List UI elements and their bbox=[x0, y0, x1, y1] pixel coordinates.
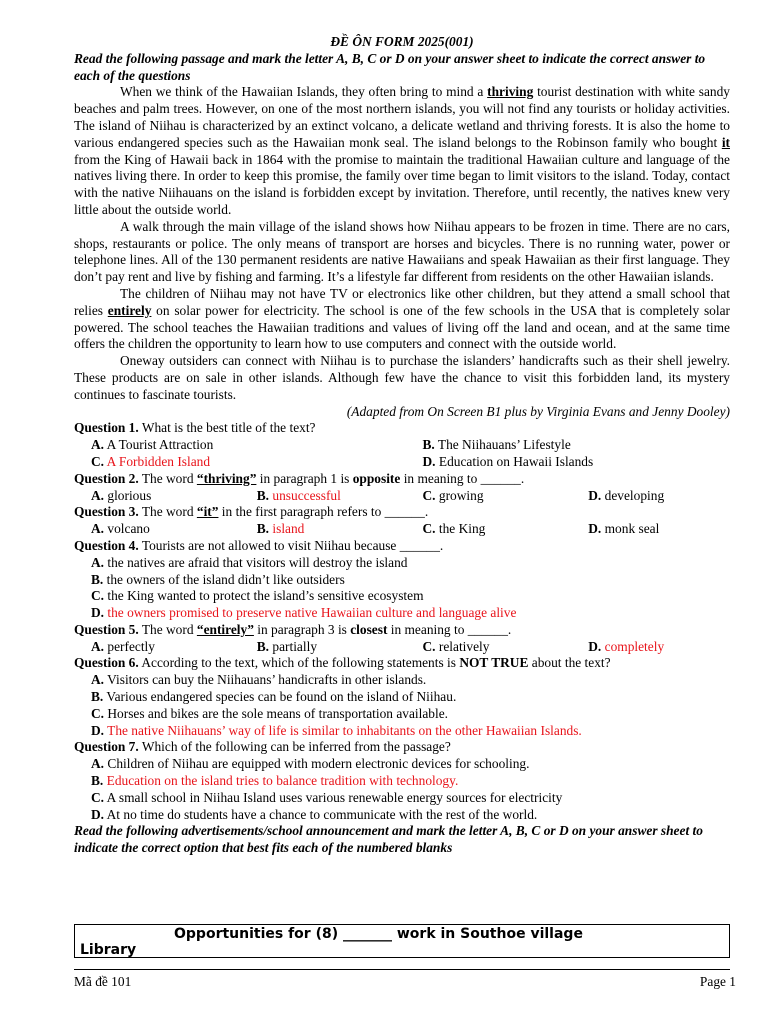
option-text: growing bbox=[438, 487, 484, 503]
option-letter: B. bbox=[256, 487, 270, 503]
option-text: the natives are afraid that visitors will destroy the island bbox=[107, 554, 408, 570]
exam-code: Mã đề 101 bbox=[74, 974, 132, 989]
footer-divider bbox=[74, 969, 730, 970]
option-c[interactable] bbox=[74, 588, 730, 605]
question-text: Tourists are not allowed to visit Niihau because ______. bbox=[138, 537, 444, 553]
option-a[interactable] bbox=[91, 437, 411, 454]
question-text: The word bbox=[138, 470, 197, 486]
option-a[interactable] bbox=[74, 555, 730, 572]
option-b[interactable] bbox=[74, 689, 730, 706]
advertisement-heading-continued: Library bbox=[80, 942, 137, 958]
option-d[interactable] bbox=[74, 807, 730, 824]
option-d[interactable] bbox=[570, 521, 730, 538]
option-d[interactable] bbox=[411, 454, 731, 471]
option-c[interactable] bbox=[411, 521, 571, 538]
option-text: volcano bbox=[107, 521, 150, 537]
question-text: in meaning to ______. bbox=[400, 470, 525, 486]
option-text: Education on Hawaii Islands bbox=[438, 453, 594, 469]
reading-instruction: Read the following passage and mark the letter A, B, C or D on your answer sheet to indicate the correct answer to each of the questions bbox=[74, 50, 706, 83]
passage-paragraph-1 bbox=[74, 84, 730, 218]
keyword-entirely: entirely bbox=[107, 302, 152, 318]
option-text: developing bbox=[604, 487, 665, 503]
option-b[interactable] bbox=[251, 639, 411, 656]
question-label: Question 6. bbox=[74, 655, 139, 671]
question-text: in meaning to ______. bbox=[387, 621, 512, 637]
question-5-options bbox=[74, 639, 730, 656]
option-letter: A. bbox=[91, 672, 105, 688]
page-title: ĐỀ ÔN FORM 2025(001) bbox=[330, 34, 474, 49]
advertisement-box bbox=[74, 924, 730, 958]
option-letter: B. bbox=[91, 773, 104, 789]
option-letter: A. bbox=[91, 521, 105, 537]
option-a[interactable] bbox=[91, 521, 251, 538]
question-keyword bbox=[197, 504, 219, 519]
option-text: A Tourist Attraction bbox=[106, 437, 214, 453]
question-text: in paragraph 1 is bbox=[256, 470, 353, 486]
page-number: Page 1 bbox=[699, 974, 736, 989]
option-a[interactable] bbox=[74, 672, 730, 689]
p1-text-a: When we think of the Hawaiian Islands, they often bring to mind a bbox=[120, 84, 488, 100]
question-keyword bbox=[197, 622, 254, 637]
passage-paragraph-2: A walk through the main village of the island shows how Niihau appears to be frozen in time. There are no cars, shops, restaurants or police. The only means of transport are horses and bicycles. There is no running water, power or telephone lines. All of the 130 permanent residents are native Hawaiians and speak Hawaiian as their first language. They don’t pay rent and live by fishing and farming. It’s a lifestyle far different from residents on the other Hawaiian islands. bbox=[74, 218, 730, 285]
question-text: in paragraph 3 is bbox=[253, 621, 351, 637]
question-4 bbox=[74, 538, 730, 555]
option-letter: C. bbox=[422, 521, 436, 537]
p1-text-c: from the King of Hawaii back in 1864 with the promise to maintain the traditional Hawaiian culture and language of the natives living there. In order to keep this promise, the family over time began to limit visitors to the island. Today, contact with the native Niihauans on the island is forbidden except by invitation. Therefore, until recently, the natives knew very little about the outside world. bbox=[74, 151, 730, 217]
option-text: glorious bbox=[107, 487, 152, 503]
exam-content bbox=[74, 34, 730, 857]
question-1 bbox=[74, 420, 730, 437]
option-letter: B. bbox=[422, 437, 435, 453]
option-text: Horses and bikes are the sole means of transportation available. bbox=[107, 705, 448, 721]
question-3 bbox=[74, 504, 730, 521]
passage-paragraph-3 bbox=[74, 286, 730, 353]
keyword: “thriving” bbox=[196, 470, 257, 486]
option-b[interactable] bbox=[74, 572, 730, 589]
keyword-it: it bbox=[721, 134, 730, 150]
question-label: Question 5. bbox=[74, 621, 139, 637]
option-d[interactable] bbox=[74, 605, 730, 622]
question-emphasis: NOT TRUE bbox=[459, 655, 529, 671]
question-6 bbox=[74, 655, 730, 672]
option-d[interactable] bbox=[74, 723, 730, 740]
option-d[interactable] bbox=[570, 488, 730, 505]
option-text-answer: island bbox=[272, 521, 305, 537]
option-letter: A. bbox=[91, 638, 105, 654]
option-letter: B. bbox=[256, 638, 270, 654]
option-letter: B. bbox=[256, 521, 270, 537]
option-text: monk seal bbox=[604, 521, 660, 537]
option-letter: D. bbox=[588, 521, 602, 537]
option-letter: D. bbox=[588, 487, 602, 503]
option-b[interactable] bbox=[251, 488, 411, 505]
advertisement-instruction: Read the following advertisements/school announcement and mark the letter A, B, C or D on your answer sheet to indicate the correct option that best fits each of the numbered blanks bbox=[74, 823, 703, 856]
question-2 bbox=[74, 471, 730, 488]
question-label: Question 3. bbox=[74, 504, 139, 520]
option-letter: B. bbox=[91, 689, 104, 705]
option-c[interactable] bbox=[411, 488, 571, 505]
keyword-thriving: thriving bbox=[487, 84, 534, 100]
p3-text-a: The children of Niihau may not have TV or electronics like other children, but they attend a small school that relies bbox=[74, 285, 730, 318]
option-c[interactable] bbox=[74, 790, 730, 807]
question-text: about the text? bbox=[528, 655, 611, 671]
option-b[interactable] bbox=[74, 773, 730, 790]
option-text: partially bbox=[272, 638, 318, 654]
option-text: relatively bbox=[438, 638, 490, 654]
option-text: the King wanted to protect the island’s sensitive ecosystem bbox=[107, 588, 424, 604]
question-label: Question 7. bbox=[74, 739, 139, 755]
keyword: “it” bbox=[196, 504, 219, 520]
option-letter: A. bbox=[91, 554, 105, 570]
question-text: The word bbox=[138, 504, 197, 520]
question-emphasis: closest bbox=[350, 621, 388, 637]
option-c[interactable] bbox=[74, 706, 730, 723]
option-letter: A. bbox=[91, 487, 105, 503]
passage-paragraph-4: Oneway outsiders can connect with Niihau is to purchase the islanders’ handicrafts such as their shell jewelry. These products are on sale in other islands. Although few have the chance to visit this forbidden land, its mystery continues to fascinate tourists. bbox=[74, 353, 730, 402]
question-keyword bbox=[197, 471, 257, 486]
option-text-answer: completely bbox=[604, 638, 665, 654]
question-label: Question 2. bbox=[74, 470, 139, 486]
advertisement-heading: Opportunities for (8) _______ work in Southoe village bbox=[174, 926, 583, 942]
option-letter: B. bbox=[91, 571, 104, 587]
question-3-options bbox=[74, 521, 730, 538]
question-text: The word bbox=[138, 621, 197, 637]
option-text-answer: the owners promised to preserve native Hawaiian culture and language alive bbox=[107, 605, 517, 621]
option-letter: C. bbox=[91, 705, 105, 721]
option-text: Children of Niihau are equipped with modern electronic devices for schooling. bbox=[107, 756, 530, 772]
option-text: Various endangered species can be found on the island of Niihau. bbox=[106, 689, 457, 705]
option-a[interactable] bbox=[74, 756, 730, 773]
option-c[interactable] bbox=[91, 454, 411, 471]
option-text: At no time do students have a chance to communicate with the rest of the world. bbox=[106, 806, 538, 822]
option-letter: C. bbox=[422, 638, 436, 654]
option-letter: A. bbox=[91, 437, 105, 453]
question-text: According to the text, which of the following statements is bbox=[138, 655, 460, 671]
p1-text-b: tourist destination with white sandy beaches and palm trees. However, on one of the most northern islands, you will not find any tourists or holiday activities. The island of Niihau is characterized by an extinct volcano, a delicate wetland and thriving forests. It is also the home to various endangered species such as the Hawaiian monk seal. The island belongs to the Robinson family who bought bbox=[74, 84, 730, 150]
p3-text-b: on solar power for electricity. The school is one of the few schools in the USA that is completely solar powered. The school teaches the Hawaiian traditions and values of living off the land and ocean, and at the same time offers the children the opportunity to learn how to use computers and connect with the outside world. bbox=[74, 302, 730, 352]
question-emphasis: opposite bbox=[352, 470, 401, 486]
option-text: A small school in Niihau Island uses various renewable energy sources for electricity bbox=[106, 789, 563, 805]
option-letter: A. bbox=[91, 756, 105, 772]
option-letter: C. bbox=[91, 453, 105, 469]
option-b[interactable] bbox=[251, 521, 411, 538]
option-text: the owners of the island didn’t like outsiders bbox=[106, 571, 345, 587]
question-5 bbox=[74, 622, 730, 639]
question-7 bbox=[74, 739, 730, 756]
option-letter: D. bbox=[91, 605, 105, 621]
question-text: What is the best title of the text? bbox=[138, 420, 316, 436]
option-letter: D. bbox=[422, 453, 436, 469]
option-letter: C. bbox=[91, 789, 105, 805]
option-c[interactable] bbox=[411, 639, 571, 656]
question-label: Question 1. bbox=[74, 420, 139, 436]
option-letter: D. bbox=[91, 806, 105, 822]
option-letter: C. bbox=[422, 487, 436, 503]
question-1-options-row-1 bbox=[74, 437, 730, 454]
passage-source: (Adapted from On Screen B1 plus by Virginia Evans and Jenny Dooley) bbox=[346, 403, 730, 419]
question-1-options-row-2 bbox=[74, 454, 730, 471]
option-letter: D. bbox=[91, 722, 105, 738]
option-letter: D. bbox=[588, 638, 602, 654]
option-a[interactable] bbox=[91, 488, 251, 505]
question-text: in the first paragraph refers to ______. bbox=[218, 504, 429, 520]
option-text: the King bbox=[438, 521, 486, 537]
option-text-answer: unsuccessful bbox=[272, 487, 341, 503]
question-text: Which of the following can be inferred from the passage? bbox=[138, 739, 451, 755]
option-a[interactable] bbox=[91, 639, 251, 656]
option-text-answer: The native Niihauans’ way of life is similar to inhabitants on the other Hawaiian Islands. bbox=[107, 722, 582, 738]
option-text-answer: A Forbidden Island bbox=[106, 453, 211, 469]
question-label: Question 4. bbox=[74, 537, 139, 553]
option-text: Visitors can buy the Niihauans’ handicrafts in other islands. bbox=[107, 672, 427, 688]
option-letter: C. bbox=[91, 588, 105, 604]
option-b[interactable] bbox=[411, 437, 731, 454]
keyword: “entirely” bbox=[196, 621, 254, 637]
option-d[interactable] bbox=[570, 639, 730, 656]
question-2-options bbox=[74, 488, 730, 505]
option-text-answer: Education on the island tries to balance tradition with technology. bbox=[106, 773, 459, 789]
option-text: The Niihauans’ Lifestyle bbox=[437, 437, 571, 453]
option-text: perfectly bbox=[107, 638, 155, 654]
